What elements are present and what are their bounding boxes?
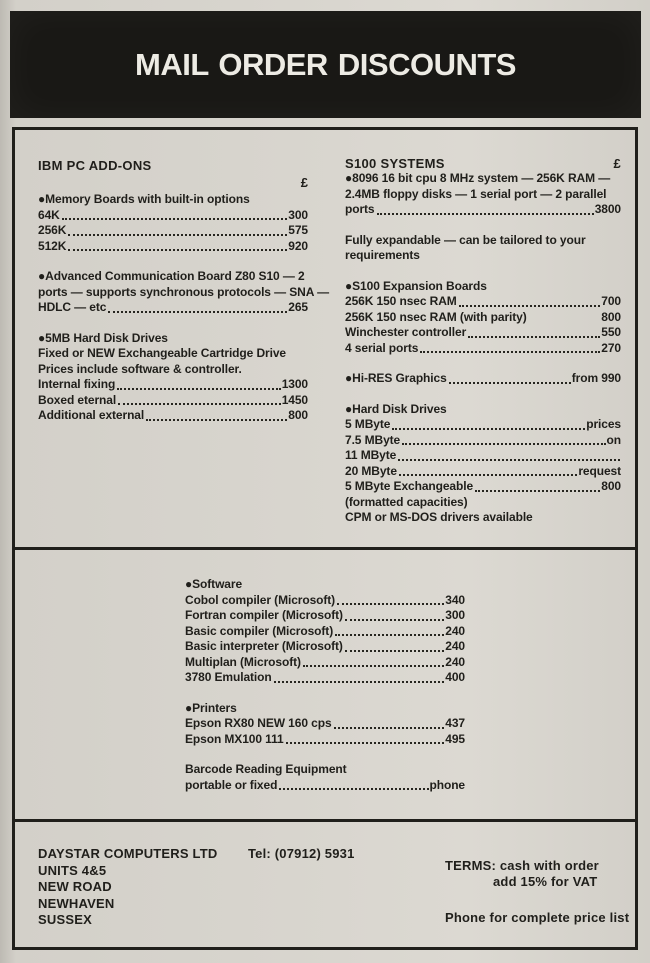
spacer bbox=[38, 254, 308, 269]
item-price: 800 bbox=[601, 309, 621, 324]
price-line bbox=[38, 239, 308, 255]
item-label: 256K 150 nsec RAM (with parity) bbox=[345, 309, 527, 324]
item-label: portable or fixed bbox=[185, 777, 278, 792]
item-label: Basic compiler (Microsoft) bbox=[185, 623, 334, 638]
text-line: Prices include software & controller. bbox=[38, 361, 242, 376]
dot-leader bbox=[62, 218, 288, 220]
top-two-column-section bbox=[15, 130, 635, 547]
item-label: Fortran compiler (Microsoft) bbox=[185, 608, 343, 622]
item-price: 240 bbox=[445, 654, 465, 669]
price-line bbox=[345, 341, 621, 357]
item-price: on bbox=[606, 432, 621, 447]
address-line: NEW ROAD bbox=[38, 879, 112, 894]
text-line: ●Advanced Communication Board Z80 S10 — 2 bbox=[38, 269, 305, 283]
text-line: (formatted capacities) bbox=[345, 494, 468, 509]
dot-leader bbox=[286, 742, 445, 744]
spacer bbox=[345, 356, 621, 371]
price-line bbox=[345, 371, 621, 387]
price-line bbox=[185, 624, 465, 640]
item-price: 300 bbox=[288, 207, 308, 222]
item-price: 550 bbox=[601, 325, 621, 339]
item-label: Boxed eternal bbox=[38, 392, 117, 407]
price-line bbox=[345, 202, 621, 218]
ibm-section-heading: IBM PC ADD-ONS bbox=[38, 158, 152, 173]
dot-leader bbox=[377, 213, 594, 215]
text-line: CPM or MS-DOS drivers available bbox=[345, 510, 533, 524]
price-line bbox=[345, 479, 621, 495]
dot-leader bbox=[68, 234, 287, 236]
dot-leader bbox=[279, 788, 428, 790]
price-line bbox=[345, 464, 621, 480]
dot-leader bbox=[117, 388, 281, 390]
page-title: MAIL ORDER DISCOUNTS bbox=[135, 46, 516, 82]
text-line: ●Hard Disk Drives bbox=[345, 401, 447, 416]
price-line bbox=[185, 732, 465, 748]
terms-line: TERMS: cash with order bbox=[445, 858, 599, 873]
price-line bbox=[38, 223, 308, 239]
item-label: ports bbox=[345, 202, 375, 216]
text-line: Fixed or NEW Exchangeable Cartridge Drive bbox=[38, 346, 286, 360]
item-price: 437 bbox=[445, 716, 465, 730]
ibm-pc-addons-column bbox=[38, 158, 329, 547]
text-line: Fully expandable — can be tailored to your bbox=[345, 232, 586, 247]
dot-leader bbox=[274, 681, 445, 683]
s100-price-list bbox=[345, 171, 621, 526]
dot-leader bbox=[303, 665, 444, 667]
price-line bbox=[185, 778, 465, 794]
ibm-price-list bbox=[38, 192, 329, 424]
spacer bbox=[38, 316, 308, 331]
item-label: 256K 150 nsec RAM bbox=[345, 294, 457, 308]
item-price: 495 bbox=[445, 731, 465, 746]
text-line: ●5MB Hard Disk Drives bbox=[38, 330, 168, 345]
dot-leader bbox=[146, 419, 287, 421]
item-label: ●Hi-RES Graphics bbox=[345, 371, 447, 385]
item-price: 800 bbox=[288, 408, 308, 422]
dot-leader bbox=[420, 351, 600, 353]
s100-section-heading: S100 SYSTEMS bbox=[345, 156, 445, 171]
item-label: 5 MByte bbox=[345, 417, 391, 431]
terms-line: add 15% for VAT bbox=[493, 874, 598, 889]
item-label: Multiplan (Microsoft) bbox=[185, 654, 301, 669]
dot-leader bbox=[334, 727, 445, 729]
address-line: SUSSEX bbox=[38, 912, 92, 927]
item-price: 575 bbox=[288, 223, 308, 237]
item-label: Internal fixing bbox=[38, 377, 116, 391]
dot-leader bbox=[402, 443, 605, 445]
item-price: 300 bbox=[445, 608, 465, 622]
text-line: ●S100 Expansion Boards bbox=[345, 278, 487, 293]
price-line bbox=[345, 325, 621, 341]
item-label: Epson RX80 NEW 160 cps bbox=[185, 716, 332, 730]
price-line bbox=[345, 417, 621, 433]
price-line bbox=[345, 448, 621, 464]
software-printers-list bbox=[185, 577, 465, 793]
price-line bbox=[38, 377, 308, 393]
company-address-block bbox=[38, 846, 355, 929]
price-line bbox=[185, 670, 465, 686]
dot-leader bbox=[68, 249, 287, 251]
s100-currency-symbol: £ bbox=[613, 156, 621, 171]
text-line: ●8096 16 bit cpu 8 MHz system — 256K RAM — bbox=[345, 171, 611, 185]
price-line bbox=[38, 208, 308, 224]
terms-block bbox=[445, 858, 629, 926]
company-name: DAYSTAR COMPUTERS LTD bbox=[38, 846, 218, 861]
item-price: phone bbox=[429, 777, 465, 792]
text-line: 2.4MB floppy disks — 1 serial port — 2 parallel bbox=[345, 186, 607, 201]
item-price: 800 bbox=[601, 479, 621, 493]
header-banner bbox=[10, 11, 641, 118]
spacer-fill bbox=[527, 310, 602, 326]
spacer bbox=[345, 264, 621, 279]
address-line: UNITS 4&5 bbox=[38, 862, 107, 878]
price-line bbox=[185, 608, 465, 624]
item-price: prices bbox=[586, 417, 621, 431]
dot-leader bbox=[118, 403, 281, 405]
dot-leader bbox=[459, 305, 601, 307]
text-line: ●Software bbox=[185, 577, 243, 591]
item-label: Additional external bbox=[38, 408, 145, 422]
item-price: 265 bbox=[288, 300, 308, 314]
dot-leader bbox=[392, 428, 585, 430]
price-line bbox=[185, 593, 465, 609]
item-label: Winchester controller bbox=[345, 325, 467, 339]
item-price: 700 bbox=[601, 294, 621, 308]
item-price: 240 bbox=[445, 623, 465, 638]
address-line: NEWHAVEN bbox=[38, 895, 115, 911]
item-price: from 990 bbox=[571, 371, 621, 385]
dot-leader bbox=[475, 490, 600, 492]
text-line: ●Memory Boards with built-in options bbox=[38, 192, 250, 206]
item-label: HDLC — etc bbox=[38, 300, 107, 314]
s100-systems-column bbox=[345, 156, 621, 547]
spacer bbox=[345, 387, 621, 402]
item-label: 64K bbox=[38, 207, 60, 222]
ibm-currency-symbol: £ bbox=[300, 175, 308, 190]
item-label: 11 MByte bbox=[345, 448, 397, 462]
phone-note: Phone for complete price list bbox=[445, 910, 630, 925]
text-line: requirements bbox=[345, 248, 420, 262]
item-price: 340 bbox=[445, 592, 465, 607]
price-line bbox=[38, 408, 308, 424]
price-line bbox=[185, 655, 465, 671]
telephone-number: Tel: (07912) 5931 bbox=[248, 846, 355, 861]
spacer bbox=[185, 747, 465, 762]
footer-section bbox=[15, 819, 635, 944]
dot-leader bbox=[399, 474, 577, 476]
item-label: 512K bbox=[38, 238, 67, 253]
dot-leader bbox=[449, 382, 571, 384]
price-line bbox=[185, 639, 465, 655]
spacer bbox=[345, 218, 621, 233]
item-label: Epson MX100 111 bbox=[185, 731, 284, 746]
item-label: 4 serial ports bbox=[345, 340, 419, 355]
price-line bbox=[345, 433, 621, 449]
price-line bbox=[38, 300, 308, 316]
item-label: 20 MByte bbox=[345, 463, 397, 478]
price-line bbox=[38, 393, 308, 409]
item-price: 1450 bbox=[281, 392, 308, 407]
text-line: ●Printers bbox=[185, 700, 237, 715]
item-label: 256K bbox=[38, 223, 67, 237]
dot-leader bbox=[345, 650, 444, 652]
item-price: 240 bbox=[445, 639, 465, 653]
item-label: Basic interpreter (Microsoft) bbox=[185, 639, 343, 653]
item-price: 1300 bbox=[281, 377, 308, 391]
dot-leader bbox=[398, 459, 620, 461]
dot-leader bbox=[335, 634, 444, 636]
dot-leader bbox=[108, 311, 287, 313]
item-price: request bbox=[578, 463, 621, 478]
item-label: 7.5 MByte bbox=[345, 432, 401, 447]
text-line: ports — supports synchronous protocols — SNA — bbox=[38, 284, 329, 299]
text-line: Barcode Reading Equipment bbox=[185, 762, 347, 776]
price-line bbox=[185, 716, 465, 732]
company-tel-row bbox=[38, 846, 355, 863]
dot-leader bbox=[468, 336, 600, 338]
dot-leader bbox=[337, 603, 444, 605]
spacer bbox=[185, 686, 465, 701]
item-label: 5 MByte Exchangeable bbox=[345, 479, 474, 493]
ad-border-box bbox=[12, 127, 638, 950]
item-price: 400 bbox=[445, 670, 465, 684]
software-printers-section bbox=[15, 547, 635, 819]
price-line bbox=[345, 310, 621, 326]
item-label: 3780 Emulation bbox=[185, 670, 272, 684]
item-price: 920 bbox=[288, 238, 308, 253]
dot-leader bbox=[345, 619, 444, 621]
item-price: 270 bbox=[601, 340, 621, 355]
s100-heading-row bbox=[345, 156, 621, 171]
spacer bbox=[445, 890, 629, 910]
price-line bbox=[345, 294, 621, 310]
item-label: Cobol compiler (Microsoft) bbox=[185, 592, 336, 607]
item-price: 3800 bbox=[594, 202, 621, 216]
